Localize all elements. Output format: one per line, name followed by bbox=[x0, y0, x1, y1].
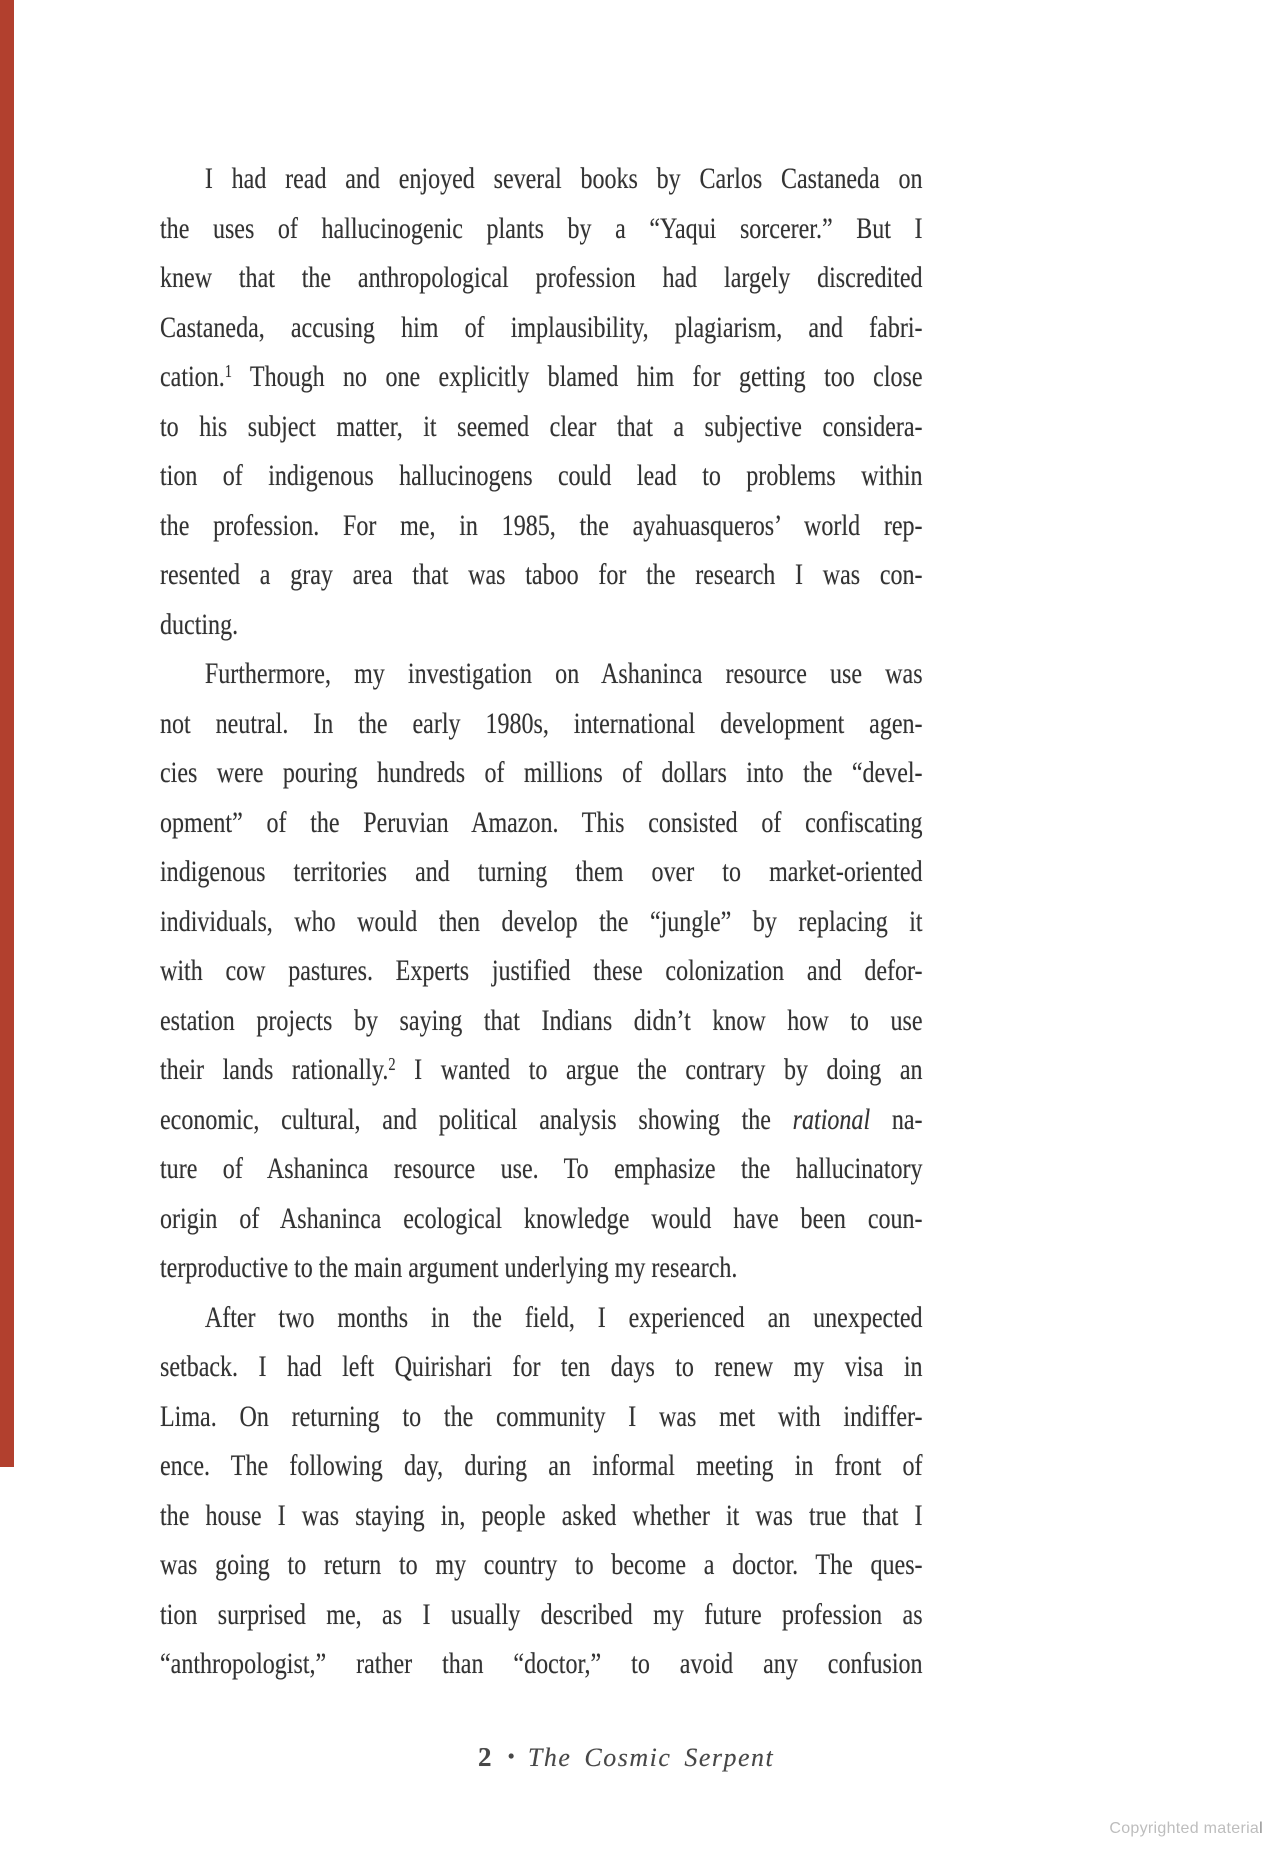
text-line bbox=[160, 550, 923, 600]
text-line bbox=[160, 1095, 923, 1145]
text-segment: cies were pouring hundreds of millions of dollars into the “devel- bbox=[160, 756, 923, 789]
page-number: 2 bbox=[478, 1742, 493, 1772]
watermark-text-end: l bbox=[1259, 1820, 1263, 1837]
text-segment: “anthropologist,” rather than “doctor,” to avoid any confusion bbox=[160, 1647, 923, 1680]
text-line bbox=[160, 847, 923, 897]
text-segment: individuals, who would then develop the “jungle” by replacing it bbox=[160, 904, 923, 938]
text-segment: resented a gray area that was taboo for the research I was con- bbox=[160, 558, 923, 591]
text-line bbox=[160, 501, 923, 551]
text-segment: I had read and enjoyed several books by Carlos Castaneda on bbox=[204, 162, 923, 195]
book-spine-edge bbox=[0, 0, 14, 1467]
text-line bbox=[160, 798, 923, 848]
text-segment: was going to return to my country to become a doctor. The ques- bbox=[160, 1548, 923, 1581]
watermark-text: Copyrighted materia bbox=[1109, 1820, 1260, 1837]
text-segment: not neutral. In the early 1980s, international development agen- bbox=[160, 706, 923, 740]
text-line bbox=[160, 352, 923, 402]
text-line bbox=[160, 1491, 923, 1541]
text-segment: the house I was staying in, people asked whether it was true that I bbox=[160, 1498, 923, 1532]
text-segment: to his subject matter, it seemed clear that a subjective considera- bbox=[160, 409, 923, 443]
text-segment: Castaneda, accusing him of implausibility, plagiarism, and fabri- bbox=[160, 310, 923, 344]
text-line bbox=[160, 748, 923, 798]
text-line bbox=[160, 897, 923, 947]
text-line bbox=[160, 1441, 923, 1491]
text-segment: indigenous territories and turning them over to market-oriented bbox=[160, 855, 923, 888]
text-line bbox=[160, 253, 923, 303]
text-segment: the uses of hallucinogenic plants by a “Yaqui sorcerer.” But I bbox=[160, 211, 923, 245]
page-footer bbox=[478, 1742, 774, 1773]
text-segment: Though no one explicitly blamed him for getting too close bbox=[231, 360, 923, 393]
text-line bbox=[160, 1639, 923, 1689]
text-segment: knew that the anthropological profession had largely discredited bbox=[160, 261, 923, 294]
text-line bbox=[160, 649, 923, 699]
text-line bbox=[160, 402, 923, 452]
text-line bbox=[160, 996, 923, 1046]
text-segment: ture of Ashaninca resource use. To emphasize the hallucinatory bbox=[160, 1152, 923, 1185]
text-segment: the profession. For me, in 1985, the ayahuasqueros’ world rep- bbox=[160, 508, 923, 542]
page-text bbox=[160, 154, 923, 1689]
text-segment: tion of indigenous hallucinogens could lead to problems within bbox=[160, 459, 923, 492]
text-line bbox=[160, 946, 923, 996]
text-segment: with cow pastures. Experts justified these colonization and defor- bbox=[160, 954, 923, 987]
text-line bbox=[160, 451, 923, 501]
text-segment: estation projects by saying that Indians didn’t know how to use bbox=[160, 1003, 923, 1037]
text-line bbox=[160, 1293, 923, 1343]
text-line bbox=[160, 699, 923, 749]
text-segment: terproductive to the main argument underlying my research. bbox=[160, 1251, 738, 1284]
italic-text: rational bbox=[792, 1102, 871, 1136]
text-line bbox=[160, 1590, 923, 1640]
copyright-watermark bbox=[1109, 1820, 1263, 1838]
text-segment: I wanted to argue the contrary by doing an bbox=[395, 1053, 923, 1086]
text-segment: cation. bbox=[160, 360, 225, 393]
text-line bbox=[160, 154, 923, 204]
text-line bbox=[160, 1243, 923, 1293]
text-segment: ducting. bbox=[160, 607, 239, 641]
text-line bbox=[160, 1540, 923, 1590]
text-segment: economic, cultural, and political analysis showing the bbox=[160, 1102, 793, 1136]
text-segment: na- bbox=[870, 1102, 923, 1136]
text-line bbox=[160, 1045, 923, 1095]
bullet-separator-icon: • bbox=[507, 1744, 515, 1768]
book-title: The Cosmic Serpent bbox=[527, 1743, 775, 1772]
footnote-reference: 1 bbox=[224, 361, 232, 381]
text-segment: tion surprised me, as I usually described my future profession as bbox=[160, 1597, 923, 1631]
text-segment: their lands rationally. bbox=[160, 1053, 389, 1086]
text-segment: Lima. On returning to the community I was met with indiffer- bbox=[160, 1399, 923, 1433]
footnote-reference: 2 bbox=[388, 1054, 396, 1074]
text-segment: Furthermore, my investigation on Ashaninca resource use was bbox=[204, 657, 923, 690]
text-segment: origin of Ashaninca ecological knowledge would have been coun- bbox=[160, 1201, 923, 1235]
text-line bbox=[160, 303, 923, 353]
text-segment: After two months in the field, I experienced an unexpected bbox=[204, 1300, 923, 1334]
text-segment: ence. The following day, during an informal meeting in front of bbox=[160, 1449, 923, 1482]
text-line bbox=[160, 1194, 923, 1244]
text-segment: opment” of the Peruvian Amazon. This consisted of confiscating bbox=[160, 805, 923, 839]
text-line bbox=[160, 1342, 923, 1392]
text-line bbox=[160, 204, 923, 254]
text-line bbox=[160, 1144, 923, 1194]
text-line bbox=[160, 1392, 923, 1442]
text-segment: setback. I had left Quirishari for ten days to renew my visa in bbox=[160, 1350, 923, 1383]
text-line bbox=[160, 600, 923, 650]
